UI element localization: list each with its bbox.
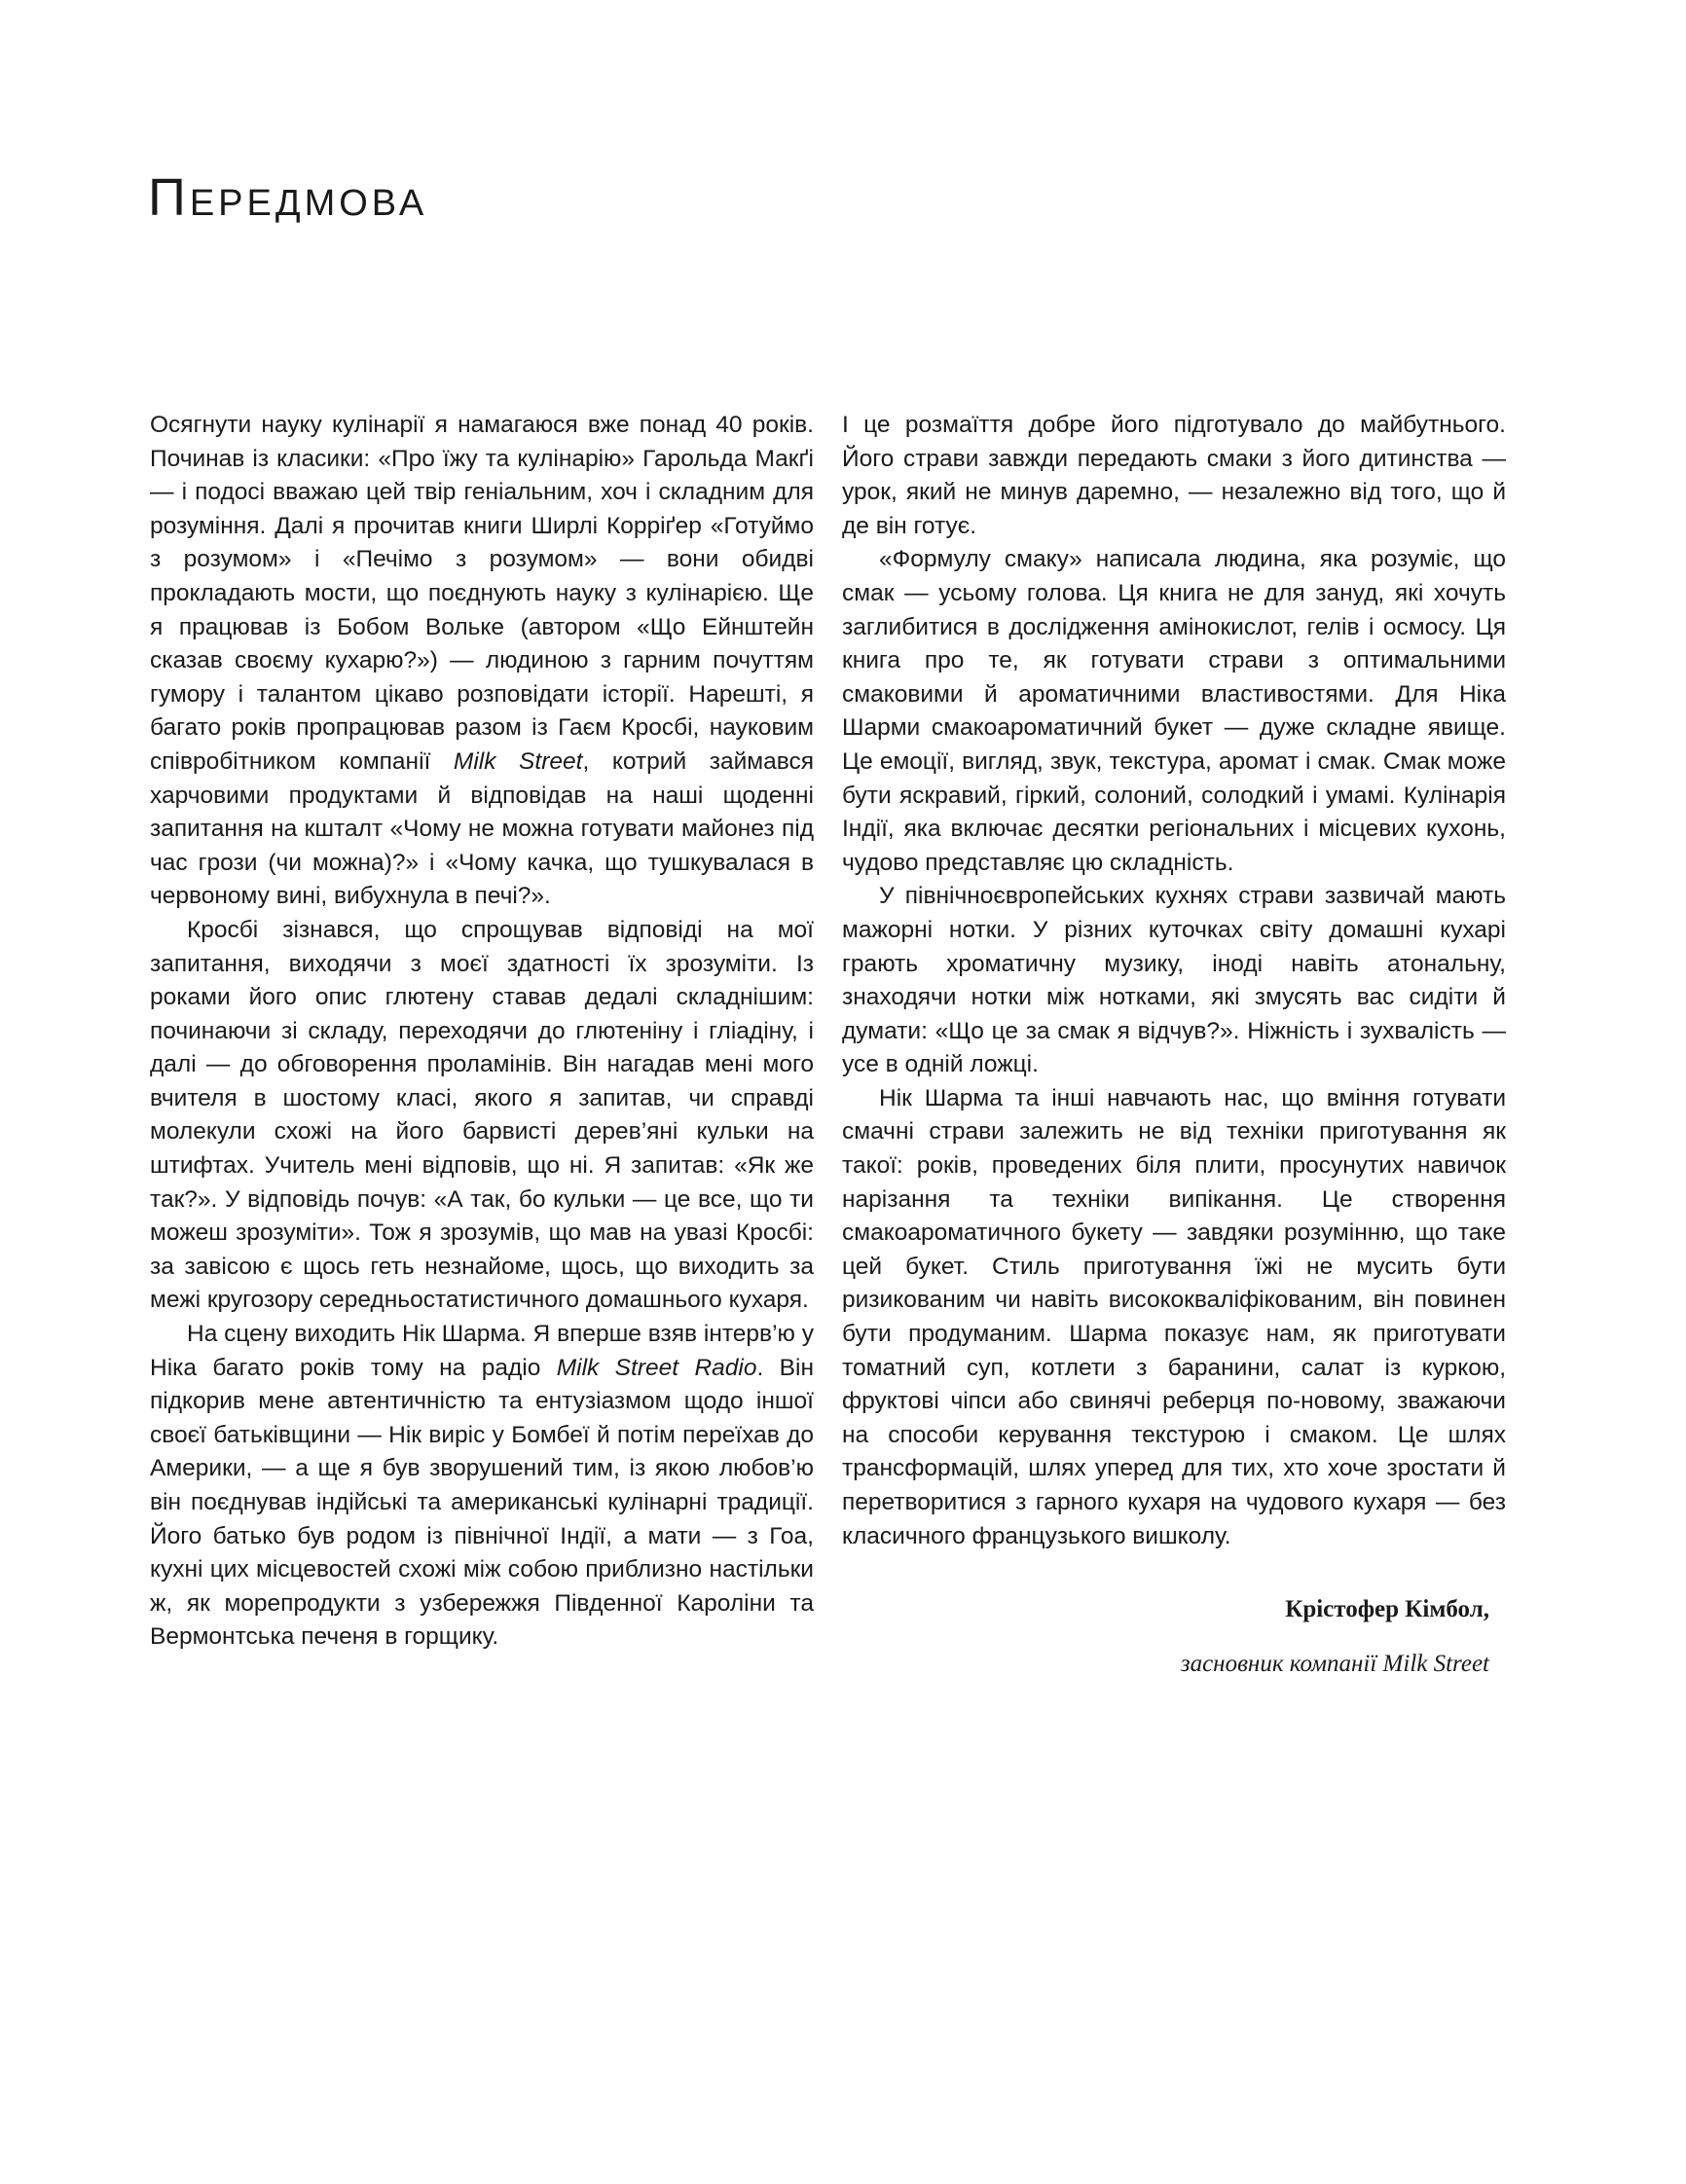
paragraph: «Формулу смаку» написала людина, яка розуміє, що смак — усьому голова. Ця книга не для зануд, які хочуть заглибитися в дослідження амінокислот, гелів і осмосу. Ця книга про те, як готувати страви з оптимальними смаковими й ароматичними властивостями. Для Ніка Шарми смакоароматичний букет — дуже складне явище. Це емоції, вигляд, звук, текстура, аромат і смак. Смак може бути яскравий, гіркий, солоний, солодкий і умамі. Кулінарія Індії, яка включає десятки регіональних і місцевих кухонь, чудово представляє цю складність. (842, 546, 1506, 876)
right-column (842, 409, 1506, 1553)
page-title: Передмова (148, 168, 428, 227)
author-name: Крістофер Кімбол, (1285, 1596, 1489, 1622)
paragraph: У північноєвропейських кухнях страви зазвичай мають мажорні нотки. У різних куточках світу домашні кухарі грають хроматичну музику, іноді навіть атональну, знаходячи нотки між нотками, які змусять вас сидіти й думати: «Що це за смак я відчув?». Ніжність і зухвалість — усе в одній ложці. (842, 883, 1506, 1078)
author-role: засновник компанії Milk Street (1180, 1651, 1489, 1677)
paragraph-emphasis: Milk Street (453, 747, 583, 775)
paragraph: Нік Шарма та інші навчають нас, що вміння готувати смачні страви залежить не від техніки приготування як такої: років, проведених біля плити, просунутих навичок нарізання та техніки випікання. Це створення смакоароматичного букету — завдяки розумінню, що таке цей букет. Стиль приготування їжі не мусить бути ризикованим чи навіть висококваліфікованим, він повинен бути продуманим. Шарма показує нам, як приготувати томатний суп, котлети з баранини, салат із куркою, фруктові чіпси або свинячі реберця по-новому, зважаючи на способи керування текстурою і смаком. Це шлях трансформацій, шлях уперед для тих, хто хоче зростати й перетворитися з гарного кухаря на чудового кухаря — без класичного французького вишколу. (842, 1084, 1506, 1549)
signature-block (1181, 1593, 1489, 1681)
paragraph-text: , котрий займався харчовими продуктами й відповідав на наші щоденні запитання на кшталт «Чому не можна готувати майонез під час грози (чи можна)?» і «Чому качка, що тушкувалася в червоному вині, вибухнула в печі?». (150, 747, 814, 910)
paragraph-text: . Він підкорив мене автентичністю та ентузіазмом щодо іншої своєї батьківщини — Нік виріс у Бомбеї й потім переїхав до Америки, — а ще я був зворушений тим, із якою любов’ю він поєднував індійські та американські кулінарні традиції. Його батько був родом із північної Індії, а мати — з Гоа, кухні цих місцевостей схожі між собою приблизно настільки ж, як морепродукти з узбережжя Південної Кароліни та Вермонтська печеня в горщику. (150, 1354, 814, 1651)
paragraph (150, 1318, 814, 1655)
left-column (150, 409, 814, 1655)
paragraph: І це розмаїття добре його підготувало до майбутнього. Його страви завжди передають смаки з його дитинства — урок, який не минув даремно, — незалежно від того, що й де він готує. (842, 412, 1506, 539)
paragraph-text: Осягнути науку кулінарії я намагаюся вже понад 40 років. Починав із класики: «Про їжу та кулінарію» Гарольда Макґі — і подосі вважаю цей твір геніальним, хоч і складним для розуміння. Далі я прочитав книги Ширлі Корріґер «Готуймо з розумом» і «Печімо з розумом» — вони обидві прокладають мости, що поєднують науку з кулінарією. Ще я працював із Бобом Вольке (автором «Що Ейнштейн сказав своєму кухарю?») — людиною з гарним почуттям гумору і талантом цікаво розповідати історії. Нарешті, я багато років пропрацював разом із Гаєм Кросбі, науковим співробітником компанії (150, 412, 814, 775)
paragraph-emphasis: Milk Street Radio (556, 1354, 757, 1381)
paragraph (150, 409, 814, 914)
paragraph-text: На сцену виходить Нік Шарма. Я вперше взяв інтерв’ю у Ніка багато років тому на радіо (150, 1321, 814, 1381)
paragraph: Кросбі зізнався, що спрощував відповіді на мої запитання, виходячи з моєї здатності їх зрозуміти. Із роками його опис глютену ставав дедалі складнішим: починаючи зі складу, переходячи до глютеніну і гліадіну, і далі — до обговорення проламінів. Він нагадав мені мого вчителя в шостому класі, якого я запитав, чи справді молекули схожі на його барвисті дерев’яні кульки на штифтах. Учитель мені відповів, що ні. Я запитав: «Як же так?». У відповідь почув: «А так, бо кульки — це все, що ти можеш зрозуміти». Тож я зрозумів, що мав на увазі Кросбі: за завісою є щось геть незнайоме, щось, що виходить за межі кругозору середньостатистичного домашнього кухаря. (150, 916, 814, 1314)
